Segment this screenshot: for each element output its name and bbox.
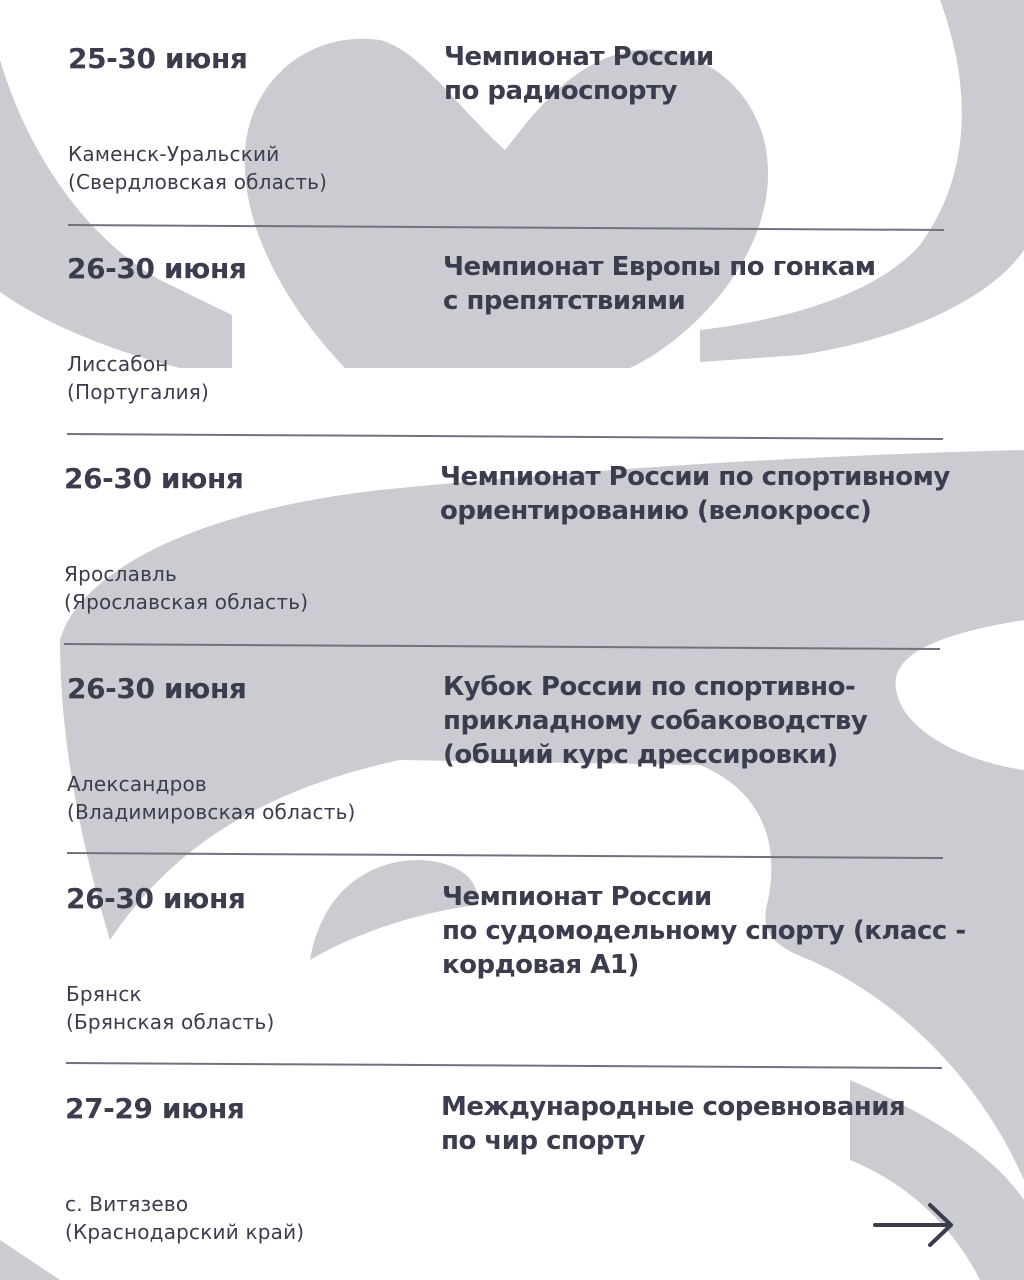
event-title-line: по радиоспорту: [444, 76, 677, 106]
event-title-line: (общий курс дрессировки): [443, 740, 838, 770]
event-title-line: Международные соревнования: [441, 1092, 906, 1122]
event-date: 26-30 июня: [66, 882, 246, 915]
event-region: (Свердловская область): [68, 170, 328, 194]
event-region: (Краснодарский край): [65, 1220, 305, 1244]
event-date: 26-30 июня: [64, 462, 244, 495]
event-title-line: ориентированию (велокросс): [440, 496, 872, 526]
event-title-line: Кубок России по спортивно-: [443, 672, 856, 702]
event-region: (Владимировская область): [67, 800, 356, 824]
event-title-line: кордовая А1): [442, 950, 639, 980]
event-city: Ярославль: [64, 562, 178, 586]
event-city: Александров: [67, 772, 207, 796]
event-region: (Брянская область): [66, 1010, 275, 1034]
event-region: (Португалия): [67, 380, 210, 404]
divider-line: [64, 644, 940, 649]
event-title-line: по судомодельному спорту (класс -: [442, 916, 966, 946]
event-title-line: с препятствиями: [443, 286, 686, 316]
arrow-right-icon[interactable]: [872, 1200, 956, 1250]
event-title-line: по чир спорту: [441, 1126, 645, 1156]
event-date: 26-30 июня: [67, 252, 247, 285]
event-region: (Ярославская область): [64, 590, 309, 614]
event-title-line: Чемпионат Европы по гонкам: [443, 252, 876, 282]
event-title-line: Чемпионат России: [442, 882, 712, 912]
event-title-line: Чемпионат России по спортивному: [440, 462, 950, 492]
event-city: Лиссабон: [67, 352, 169, 376]
event-city: Каменск-Уральский: [68, 142, 280, 166]
divider-line: [67, 853, 943, 858]
divider-line: [66, 1063, 942, 1068]
event-date: 27-29 июня: [65, 1092, 245, 1125]
divider-line: [67, 434, 943, 439]
event-title-line: прикладному собаководству: [443, 706, 868, 736]
event-city: с. Витязево: [65, 1192, 189, 1216]
event-date: 26-30 июня: [67, 672, 247, 705]
event-title-line: Чемпионат России: [444, 42, 714, 72]
divider-line: [68, 225, 944, 230]
event-date: 25-30 июня: [68, 42, 248, 75]
event-city: Брянск: [66, 982, 142, 1006]
